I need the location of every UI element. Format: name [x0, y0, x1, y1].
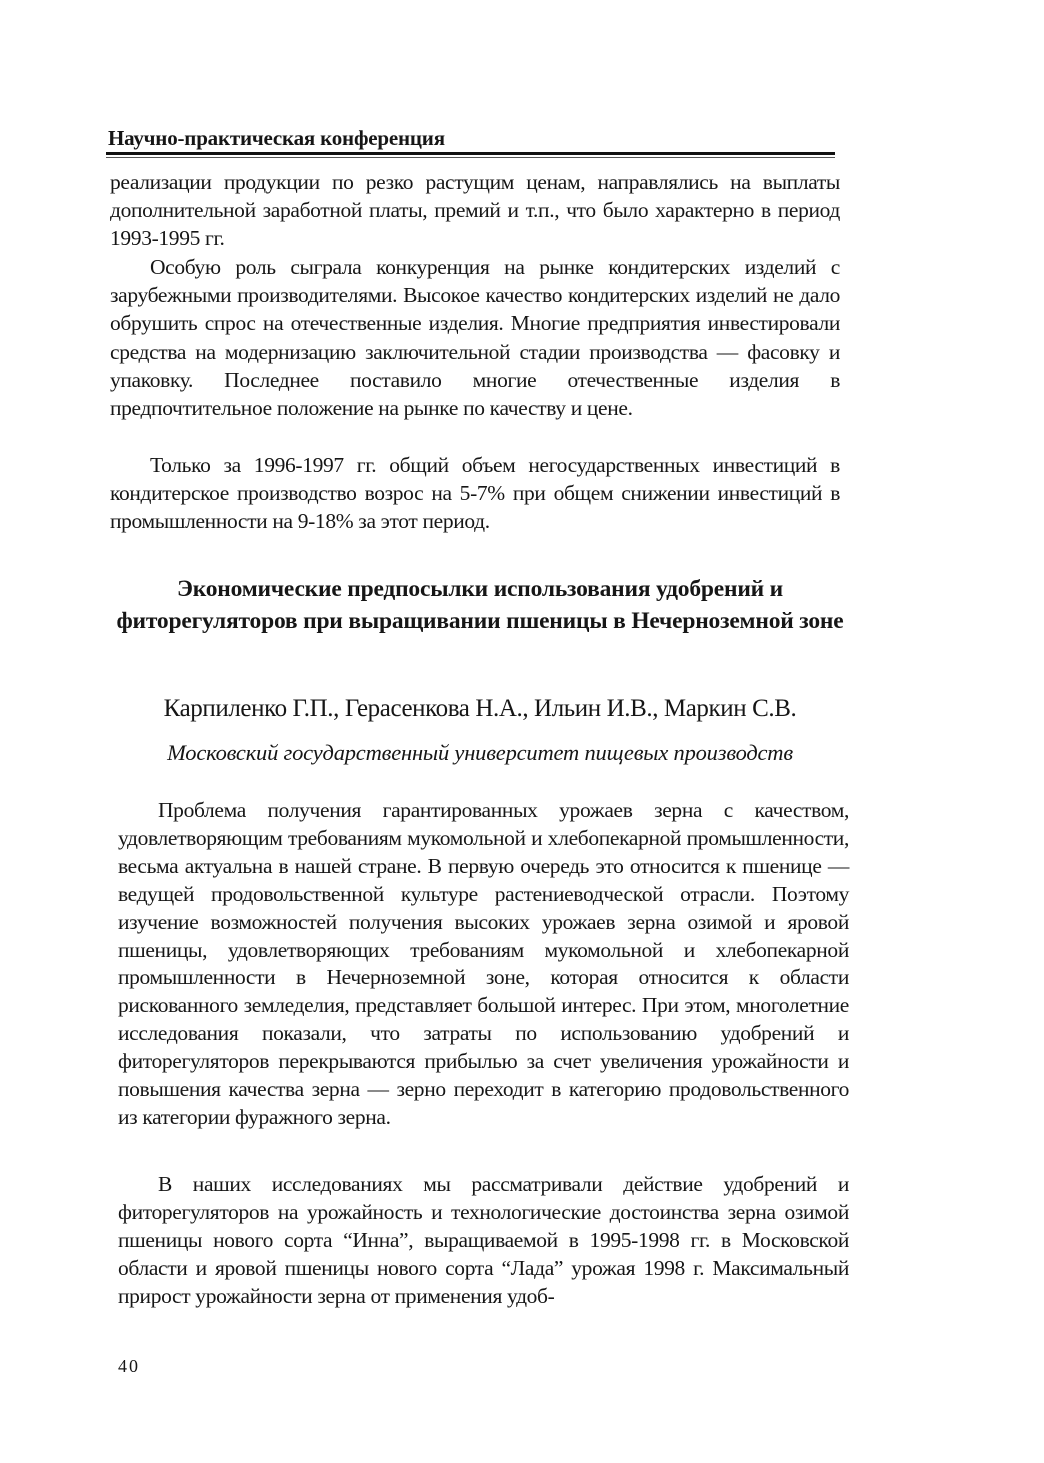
header-rule: [106, 152, 835, 155]
article-paragraph-problem: Проблема получения гарантированных урожаев зерна с качеством, удовлетворяющим требованиям мукомольной и хлебопекарной промышленности, весьма актуальна в нашей стране. В первую очередь это относится к пшенице — ведущей продовольственной культуре растениеводческой отрасли. Поэтому изучение возможностей получения высоких урожаев зерна озимой и яровой пшеницы, удовлетворяющих требованиям мукомольной и хлебопекарной промышленности в Нечерноземной зоне, которая относится к области рискованного земледелия, представляет большой интерес. При этом, многолетние исследования показали, что затраты по использованию удобрений и фиторегуляторов перекрываются прибылью за счет увеличения урожайности и повышения качества зерна — зерно переходит в категорию продовольственного из категории фуражного зерна.: [118, 798, 849, 1129]
page-number: 40: [118, 1356, 140, 1376]
running-header: Научно-практическая конференция: [108, 126, 445, 150]
header-rule-thin: [106, 157, 835, 158]
article-paragraph-research: В наших исследованиях мы рассматривали действие удобрений и фиторегуляторов на урожайность и технологические достоинства зерна озимой пшеницы нового сорта “Инна”, выращиваемой в 1995-1998 гг. в Московской области и яровой пшеницы нового сорта “Лада” урожая 1998 г. Максимальный прирост урожайности зерна от применения удоб-: [118, 1172, 849, 1308]
paragraph-competition: Особую роль сыграла конкуренция на рынке кондитерских изделий с зарубежными производителями. Высокое качество кондитерских изделий не дало обрушить спрос на отечественные изделия. Многие предприятия инвестировали средства на модернизацию заключительной стадии производства — фасовку и упаковку. Последнее поставило многие отечественные изделия в предпочтительное положение на рынке по качеству и цене.: [110, 255, 840, 421]
paragraph-continued: реализации продукции по резко растущим ценам, направлялись на выплаты дополнительной заработной платы, премий и т.п., что было характерно в период 1993-1995 гг.: [110, 170, 840, 251]
article-title: Экономические предпосылки использования удобрений и фиторегуляторов при выращивании пшеницы в Нечерноземной зоне: [116, 576, 844, 634]
article-authors: Карпиленко Г.П., Герасенкова Н.А., Ильин И.В., Маркин С.В.: [163, 695, 797, 722]
paragraph-investments: Только за 1996-1997 гг. общий объем негосударственных инвестиций в кондитерское производство возрос на 5-7% при общем снижении инвестиций в промышленности на 9-18% за этот период.: [110, 453, 840, 534]
article-affiliation: Московский государственный университет пищевых производств: [167, 740, 793, 765]
